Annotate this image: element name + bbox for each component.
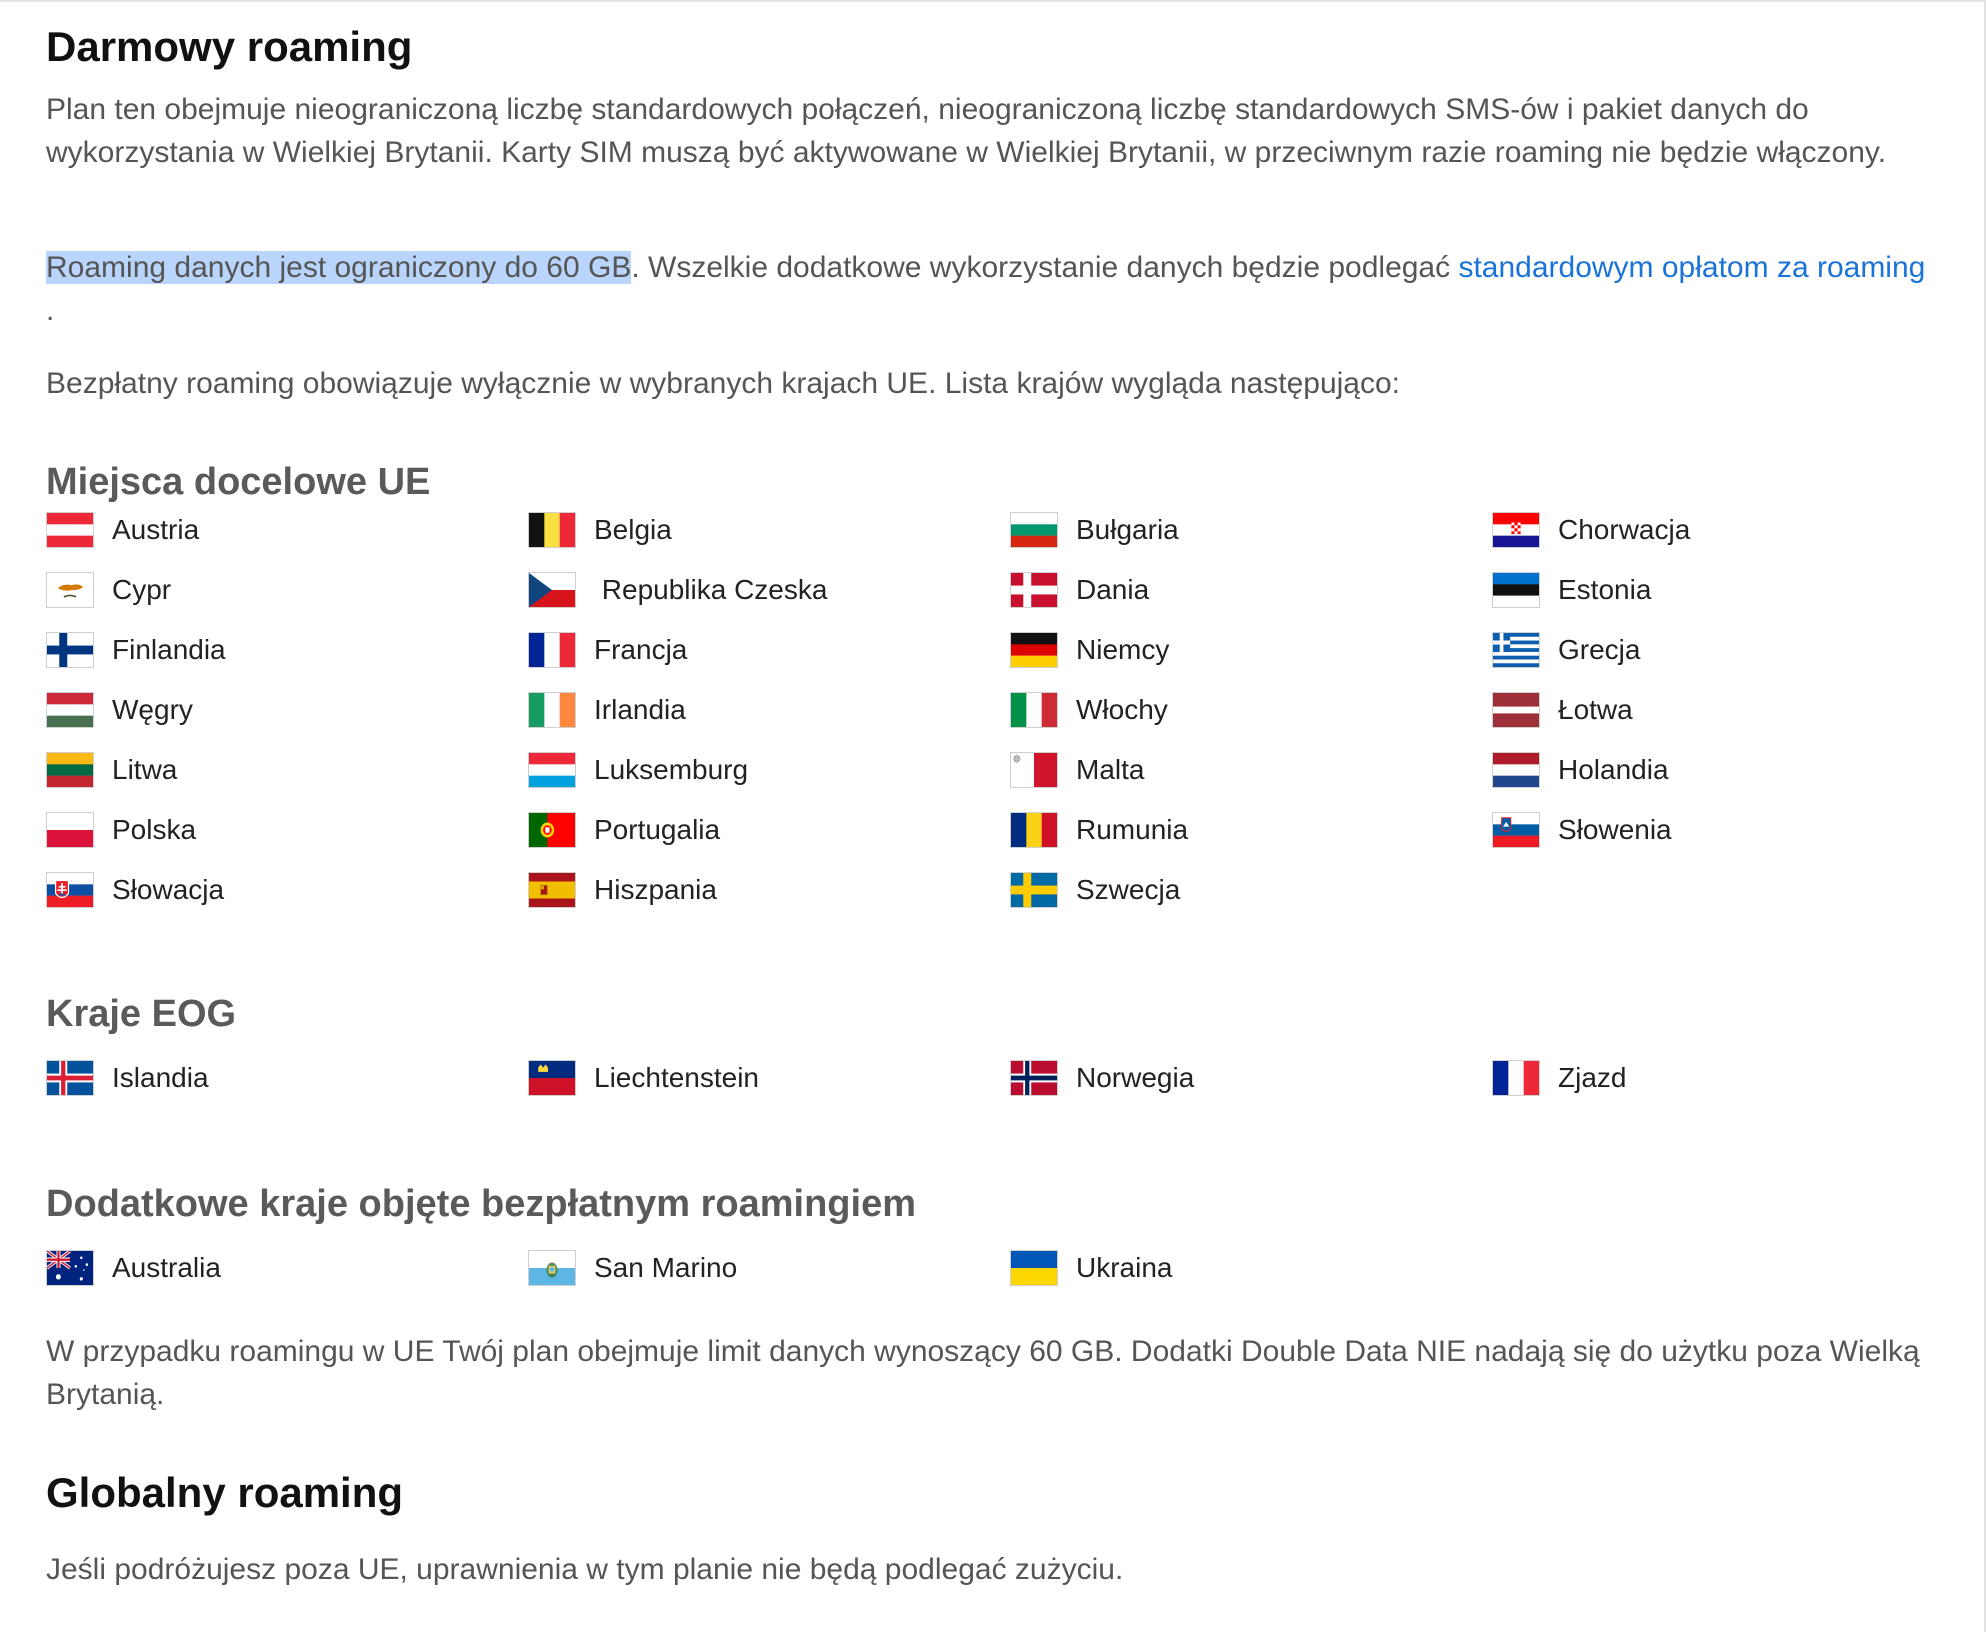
country-item bbox=[1492, 690, 1633, 730]
country-item bbox=[1492, 570, 1651, 610]
bulgaria-flag bbox=[1010, 512, 1058, 548]
country-item bbox=[528, 690, 686, 730]
finland-flag bbox=[46, 632, 94, 668]
slovenia-flag bbox=[1492, 812, 1540, 848]
country-name: Bułgaria bbox=[1076, 514, 1179, 545]
country-item bbox=[1010, 1248, 1172, 1288]
global-roaming-title: Globalny roaming bbox=[46, 1469, 404, 1516]
country-name: Słowenia bbox=[1558, 814, 1672, 845]
global-roaming-text: Jeśli podróżujesz poza UE, uprawnienia w tym planie nie będą podlegać zużyciu. bbox=[46, 1553, 1124, 1586]
country-item bbox=[1010, 570, 1149, 610]
country-name: Estonia bbox=[1558, 574, 1652, 605]
country-name: Grecja bbox=[1558, 634, 1641, 665]
country-name: Holandia bbox=[1558, 754, 1669, 785]
country-item bbox=[1010, 870, 1180, 910]
eu-data-note: W przypadku roamingu w UE Twój plan obejmuje limit danych wynoszący 60 GB. Dodatki Double Data NIE nadają się do użytku poza Wielką Brytanią. bbox=[46, 1335, 1920, 1411]
country-name: Norwegia bbox=[1076, 1062, 1195, 1093]
country-item bbox=[528, 750, 748, 790]
country-name: Luksemburg bbox=[594, 754, 749, 785]
country-name: Irlandia bbox=[594, 694, 686, 725]
country-item bbox=[1010, 690, 1168, 730]
france-flag bbox=[528, 632, 576, 668]
country-name: Ukraina bbox=[1076, 1252, 1173, 1283]
country-name: Polska bbox=[112, 814, 197, 845]
country-item bbox=[1010, 750, 1144, 790]
country-item bbox=[528, 630, 687, 670]
country-item bbox=[46, 510, 199, 550]
roaming-page bbox=[0, 2, 1984, 1632]
portugal-flag bbox=[528, 812, 576, 848]
sweden-flag bbox=[1010, 872, 1058, 908]
countries-intro: Bezpłatny roaming obowiązuje wyłącznie w wybranych krajach UE. Lista krajów wygląda następująco: bbox=[46, 367, 1400, 400]
netherlands-flag bbox=[1492, 752, 1540, 788]
country-name: Chorwacja bbox=[1558, 514, 1691, 545]
iceland-flag bbox=[46, 1060, 94, 1096]
ukraine-flag bbox=[1010, 1250, 1058, 1286]
australia-flag bbox=[46, 1250, 94, 1286]
czech-flag bbox=[528, 572, 576, 608]
free-roaming-intro: Plan ten obejmuje nieograniczoną liczbę standardowych połączeń, nieograniczoną liczbę standardowych SMS-ów i pakiet danych do wykorzystania w Wielkiej Brytanii. Karty SIM muszą być aktywowane w Wielkiej Brytanii, w przeciwnym razie roaming nie będzie włączony. bbox=[46, 93, 1887, 169]
country-name: Dania bbox=[1076, 574, 1150, 605]
country-name: Rumunia bbox=[1076, 814, 1189, 845]
country-item bbox=[1010, 630, 1169, 670]
country-item bbox=[528, 570, 827, 610]
additional-countries-title: Dodatkowe kraje objęte bezpłatnym roamingiem bbox=[46, 1183, 916, 1225]
country-name: Republika Czeska bbox=[594, 574, 828, 605]
data-limit-paragraph bbox=[46, 246, 1926, 332]
country-item bbox=[46, 750, 177, 790]
country-item bbox=[528, 1058, 759, 1098]
roaming-charges-link[interactable]: standardowym opłatom za roaming bbox=[1458, 251, 1926, 284]
country-item bbox=[1492, 810, 1672, 850]
denmark-flag bbox=[1010, 572, 1058, 608]
romania-flag bbox=[1010, 812, 1058, 848]
country-name: Malta bbox=[1076, 754, 1145, 785]
country-name: Islandia bbox=[112, 1062, 209, 1093]
hungary-flag bbox=[46, 692, 94, 728]
data-limit-end: . bbox=[46, 294, 55, 327]
country-item bbox=[1010, 810, 1188, 850]
country-name: Litwa bbox=[112, 754, 178, 785]
france-flag bbox=[1492, 1060, 1540, 1096]
country-name: Austria bbox=[112, 514, 200, 545]
country-name: Niemcy bbox=[1076, 634, 1170, 665]
country-name: Belgia bbox=[594, 514, 672, 545]
country-name: Włochy bbox=[1076, 694, 1168, 725]
country-item bbox=[1492, 510, 1690, 550]
greece-flag bbox=[1492, 632, 1540, 668]
lithuania-flag bbox=[46, 752, 94, 788]
country-name: Łotwa bbox=[1558, 694, 1633, 725]
norway-flag bbox=[1010, 1060, 1058, 1096]
spain-flag bbox=[528, 872, 576, 908]
country-item bbox=[46, 630, 226, 670]
croatia-flag bbox=[1492, 512, 1540, 548]
country-item bbox=[528, 870, 717, 910]
country-name: Szwecja bbox=[1076, 874, 1181, 905]
country-name: Australia bbox=[112, 1252, 221, 1283]
belgium-flag bbox=[528, 512, 576, 548]
eu-destinations-title: Miejsca docelowe UE bbox=[46, 461, 431, 503]
country-name: Słowacja bbox=[112, 874, 225, 905]
country-name: Francja bbox=[594, 634, 688, 665]
country-name: Liechtenstein bbox=[594, 1062, 760, 1093]
country-item bbox=[46, 1058, 209, 1098]
slovakia-flag bbox=[46, 872, 94, 908]
data-limit-highlight: Roaming danych jest ograniczony do 60 GB bbox=[46, 251, 632, 284]
malta-flag bbox=[1010, 752, 1058, 788]
cyprus-flag bbox=[46, 572, 94, 608]
country-item bbox=[1010, 1058, 1194, 1098]
free-roaming-title: Darmowy roaming bbox=[46, 23, 413, 70]
country-item bbox=[46, 570, 171, 610]
country-item bbox=[528, 510, 672, 550]
latvia-flag bbox=[1492, 692, 1540, 728]
eea-countries-title: Kraje EOG bbox=[46, 993, 237, 1035]
luxembourg-flag bbox=[528, 752, 576, 788]
country-name: San Marino bbox=[594, 1252, 738, 1283]
country-item bbox=[46, 870, 224, 910]
country-item bbox=[528, 1248, 737, 1288]
italy-flag bbox=[1010, 692, 1058, 728]
country-item bbox=[1492, 750, 1669, 790]
country-name: Cypr bbox=[112, 574, 172, 605]
liechtenstein-flag bbox=[528, 1060, 576, 1096]
country-item bbox=[1492, 630, 1640, 670]
germany-flag bbox=[1010, 632, 1058, 668]
country-name: Zjazd bbox=[1558, 1062, 1627, 1093]
poland-flag bbox=[46, 812, 94, 848]
country-name: Finlandia bbox=[112, 634, 226, 665]
country-item bbox=[528, 810, 720, 850]
country-item bbox=[46, 1248, 221, 1288]
country-item bbox=[46, 690, 193, 730]
country-item bbox=[46, 810, 196, 850]
country-name: Hiszpania bbox=[594, 874, 717, 905]
austria-flag bbox=[46, 512, 94, 548]
data-limit-rest: . Wszelkie dodatkowe wykorzystanie danych będzie podlegać bbox=[631, 251, 1459, 284]
ireland-flag bbox=[528, 692, 576, 728]
country-item bbox=[1492, 1058, 1626, 1098]
san-marino-flag bbox=[528, 1250, 576, 1286]
country-name: Węgry bbox=[112, 694, 193, 725]
country-item bbox=[1010, 510, 1179, 550]
country-name: Portugalia bbox=[594, 814, 721, 845]
estonia-flag bbox=[1492, 572, 1540, 608]
